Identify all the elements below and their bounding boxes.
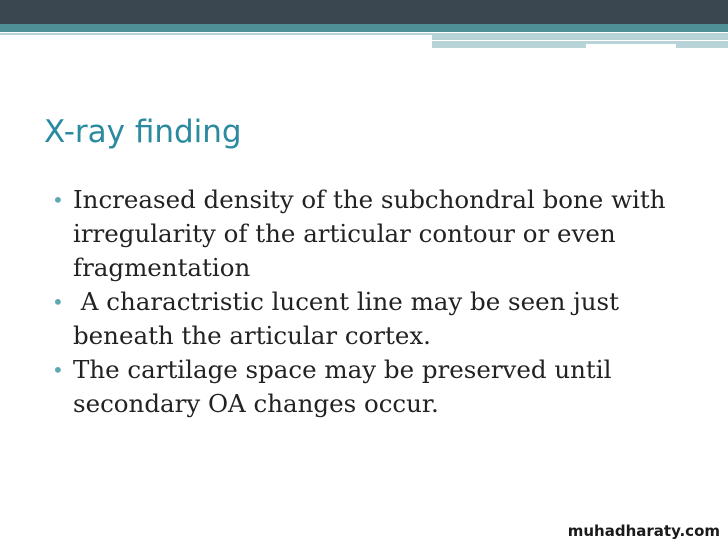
header-accent-block [432,34,728,48]
watermark: muhadharaty.com [567,522,720,540]
bullet-dot-icon: • [52,188,64,212]
header-stripe [0,24,728,32]
bullet-item [52,183,692,285]
bullet-text: A charactristic lucent line may be seen just beneath the articular cortex. [73,287,627,350]
bullet-dot-icon: • [52,358,64,382]
header-accent-gap [586,44,676,48]
bullet-text: Increased density of the subchondral bone with irregularity of the articular contour or even fragmentation [73,185,666,282]
bullet-item [52,285,692,353]
slide-title: X-ray finding [44,114,242,150]
header-bar [0,0,728,24]
header-accent-divider [432,40,728,41]
bullet-dot-icon: • [52,290,64,314]
bullet-list [52,183,692,421]
bullet-item [52,353,692,421]
bullet-text: The cartilage space may be preserved until secondary OA changes occur. [73,355,612,418]
